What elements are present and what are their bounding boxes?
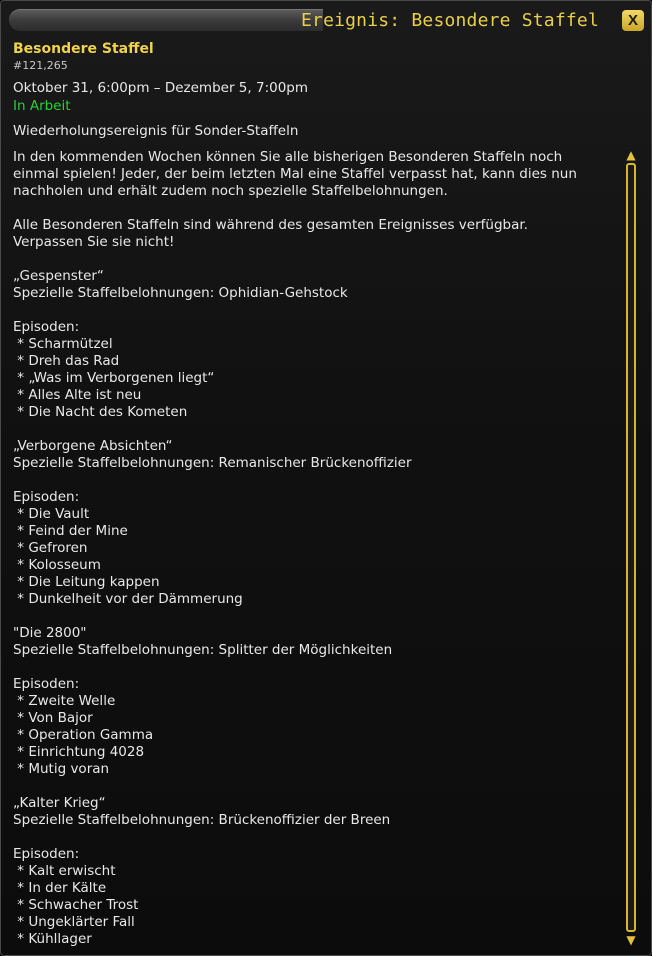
title-bar-track: [9, 9, 323, 31]
event-id: #121,265: [13, 59, 68, 72]
scrollbar[interactable]: [623, 149, 639, 946]
event-dates: Oktober 31, 6:00pm – Dezember 5, 7:00pm: [13, 80, 309, 96]
event-name: Besondere Staffel: [13, 41, 154, 57]
event-description: In den kommenden Wochen können Sie alle bisherigen Besonderen Staffeln noch einmal spielen! Jeder, der beim letzten Mal eine Staffel verpasst hat, kann dies nun nachholen und erhält zudem noch spezielle Staffelbelohnungen. Alle Besonderen Staffeln sind während des gesamten Ereignisses verfügbar. Verpassen Sie sie nicht! „Gespenster“ Spezielle Staffelbelohnungen: Ophidian-Gehstock Episoden: * Scharmützel * Dreh das Rad * „Was im Verborgenen liegt“ * Alles Alte ist neu * Die Nacht des Kometen „Verborgene Absichten“ Spezielle Staffelbelohnungen: Remanischer Brückenoffizier Episoden: * Die Vault * Feind der Mine * Gefroren * Kolosseum * Die Leitung kappen * Dunkelheit vor der Dämmerung "Die 2800" Spezielle Staffelbelohnungen: Splitter der Möglichkeiten Episoden: * Zweite Welle * Von Bajor * Operation Gamma * Einrichtung 4028 * Mutig voran „Kalter Krieg“ Spezielle Staffelbelohnungen: Brückenoffizier der Breen Episoden: * Kalt erwischt * In der Kälte * Schwacher Trost * Ungeklärter Fall * Kühllager: [13, 149, 577, 947]
title-bar[interactable]: [1, 1, 651, 37]
window-title: Ereignis: Besondere Staffel: [301, 10, 599, 31]
close-button[interactable]: X: [622, 10, 644, 31]
event-subtitle: Wiederholungsereignis für Sonder-Staffeln: [13, 123, 299, 139]
scroll-down-icon[interactable]: ▼: [626, 933, 636, 947]
event-status: In Arbeit: [13, 98, 71, 114]
scroll-up-icon[interactable]: ▲: [626, 148, 636, 162]
scroll-thumb[interactable]: [626, 163, 636, 932]
